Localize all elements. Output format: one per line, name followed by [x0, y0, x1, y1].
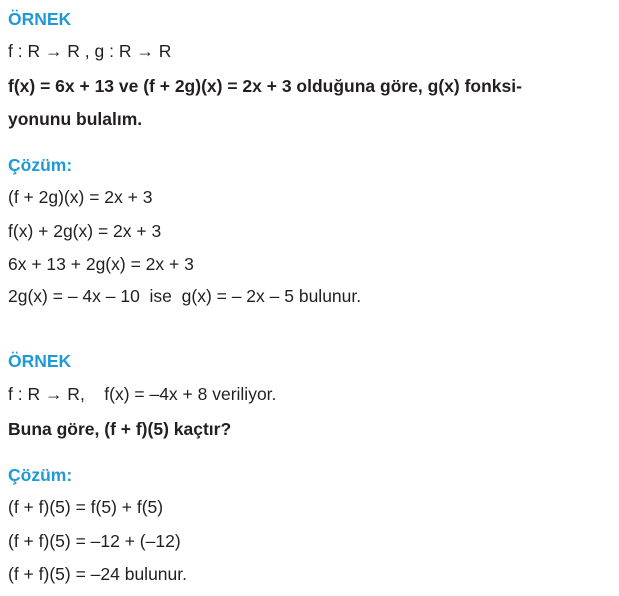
example-2-solution-heading: Çözüm:	[8, 465, 73, 485]
example-2-step-3: (f + f)(5) = –24 bulunur.	[8, 564, 187, 584]
example-2-step-2: (f + f)(5) = –12 + (–12)	[8, 531, 181, 551]
example-2-question-line: Buna göre, (f + f)(5) kaçtır?	[8, 419, 232, 439]
example-1-step-1: (f + 2g)(x) = 2x + 3	[8, 187, 153, 207]
example-1-heading: ÖRNEK	[8, 9, 72, 29]
example-2-given-line: f : R → R, f(x) = –4x + 8 veriliyor.	[8, 384, 277, 404]
example-1-problem-line-2: yonunu bulalım.	[8, 109, 143, 129]
example-1-domain-line: f : R → R , g : R → R	[8, 41, 172, 61]
example-2-step-1: (f + f)(5) = f(5) + f(5)	[8, 497, 164, 517]
example-1-problem-line-1: f(x) = 6x + 13 ve (f + 2g)(x) = 2x + 3 olduğuna göre, g(x) fonksi-	[8, 76, 522, 96]
example-1-step-2: f(x) + 2g(x) = 2x + 3	[8, 221, 162, 241]
example-2-heading: ÖRNEK	[8, 351, 72, 371]
example-1-step-3: 6x + 13 + 2g(x) = 2x + 3	[8, 254, 194, 274]
example-1-step-4: 2g(x) = – 4x – 10 ise g(x) = – 2x – 5 bulunur.	[8, 286, 362, 306]
example-1-solution-heading: Çözüm:	[8, 155, 73, 175]
